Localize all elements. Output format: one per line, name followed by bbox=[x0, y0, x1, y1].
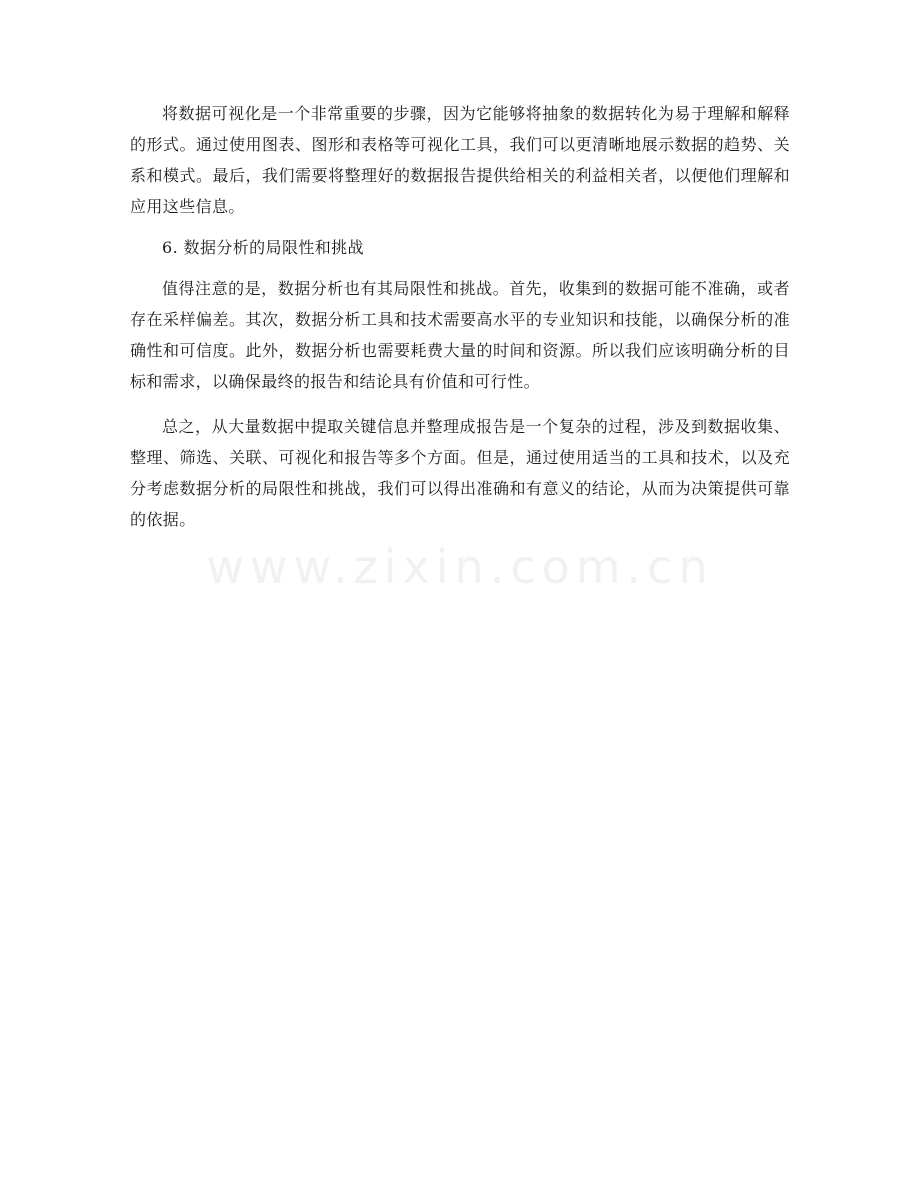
paragraph-limitations: 值得注意的是，数据分析也有其局限性和挑战。首先，收集到的数据可能不准确，或者存在采样偏差。其次，数据分析工具和技术需要高水平的专业知识和技能，以确保分析的准确性和可信度。此外，数据分析也需要耗费大量的时间和资源。所以我们应该明确分析的目标和需求，以确保最终的报告和结论具有价值和可行性。 bbox=[130, 279, 790, 391]
watermark: www.zixin.com.cn bbox=[206, 540, 714, 594]
document-body bbox=[130, 98, 790, 535]
section-heading: 6. 数据分析的局限性和挑战 bbox=[162, 238, 364, 257]
paragraph-visualization: 将数据可视化是一个非常重要的步骤，因为它能够将抽象的数据转化为易于理解和解释的形式。通过使用图表、图形和表格等可视化工具，我们可以更清晰地展示数据的趋势、关系和模式。最后，我们需要将整理好的数据报告提供给相关的利益相关者，以便他们理解和应用这些信息。 bbox=[130, 104, 790, 216]
paragraph-conclusion: 总之，从大量数据中提取关键信息并整理成报告是一个复杂的过程，涉及到数据收集、整理、筛选、关联、可视化和报告等多个方面。但是，通过使用适当的工具和技术，以及充分考虑数据分析的局限性和挑战，我们可以得出准确和有意义的结论，从而为决策提供可靠的依据。 bbox=[130, 417, 790, 529]
